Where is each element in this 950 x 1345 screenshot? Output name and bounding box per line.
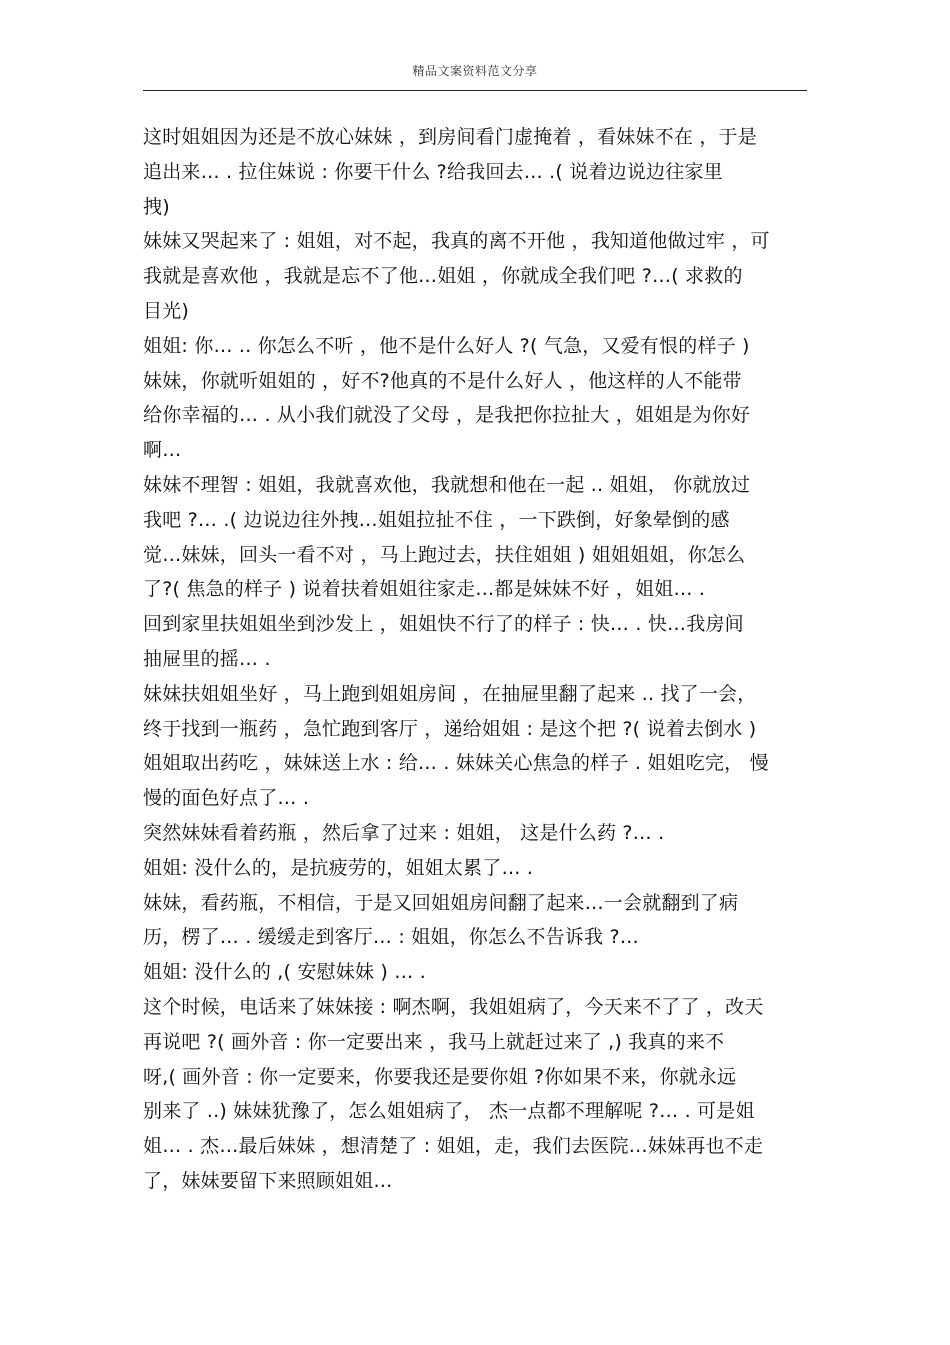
text-line: 别来了 ..) 妹妹犹豫了，怎么姐姐病了， 杰一点都不理解呢 ?… . 可是姐	[143, 1100, 755, 1123]
text-line: 追出来… . 拉住妹说 : 你要干什么 ?给我回去… .( 说着边说边往家里	[143, 160, 723, 183]
text-line: 终于找到一瓶药 ，急忙跑到客厅 ，递给姐姐 : 是这个把 ?( 说着去倒水 )	[143, 717, 757, 740]
text-line: 姐… . 杰…最后妹妹 ，想清楚了 : 姐姐，走，我们去医院…妹妹再也不走	[143, 1135, 764, 1158]
text-line: 了?( 焦急的样子 ) 说着扶着姐姐往家走…都是妹妹不好 ，姐姐… .	[143, 578, 706, 601]
text-line: 妹妹不理智 : 姐姐，我就喜欢他，我就想和他在一起 .. 姐姐， 你就放过	[143, 473, 751, 496]
document-body	[143, 120, 809, 1199]
text-line: 了，妹妹要留下来照顾姐姐…	[143, 1169, 393, 1192]
text-line: 回到家里扶姐姐坐到沙发上 ，姐姐快不行了的样子 : 快… . 快…我房间	[143, 613, 744, 636]
text-line: 姐姐: 你… .. 你怎么不听 ，他不是什么好人 ?( 气急，又爱有恨的样子 )	[143, 334, 750, 357]
text-line: 妹妹扶姐姐坐好 ，马上跑到姐姐房间 ，在抽屉里翻了起来 .. 找了一会，	[143, 682, 757, 705]
text-line: 我吧 ?… .( 边说边往外拽…姐姐拉扯不住 ，一下跌倒，好象晕倒的感	[143, 508, 730, 531]
text-line: 目光)	[143, 299, 190, 322]
text-line: 我就是喜欢他 ，我就是忘不了他…姐姐 ，你就成全我们吧 ?…( 求救的	[143, 265, 743, 288]
text-line: 妹妹又哭起来了 : 姐姐，对不起，我真的离不开他 ，我知道他做过牢 ，可	[143, 230, 770, 253]
text-line: 妹妹，看药瓶，不相信，于是又回姐姐房间翻了起来…一会就翻到了病	[143, 891, 739, 914]
page-header: 精品文案资料范文分享	[412, 64, 538, 78]
text-line: 再说吧 ?( 画外音 : 你一定要出来 ，我马上就赶过来了 ,) 我真的来不	[143, 1030, 725, 1053]
text-line: 拽)	[143, 195, 170, 218]
text-line: 觉…妹妹，回头一看不对 ，马上跑过去，扶住姐姐 ) 姐姐姐姐，你怎么	[143, 543, 746, 566]
text-line: 妹妹，你就听姐姐的 ，好不?他真的不是什么好人 ，他这样的人不能带	[143, 369, 742, 392]
text-line: 慢的面色好点了… .	[143, 787, 310, 810]
text-line: 姐姐: 没什么的，是抗疲劳的，姐姐太累了… .	[143, 856, 534, 879]
text-line: 历，楞了… . 缓缓走到客厅… : 姐姐，你怎么不告诉我 ?…	[143, 926, 639, 949]
text-line: 姐姐取出药吃 ，妹妹送上水 : 给… . 妹妹关心焦急的样子 . 姐姐吃完， 慢	[143, 752, 769, 775]
text-line: 啊…	[143, 439, 182, 462]
text-line: 姐姐: 没什么的 ,( 安慰妹妹 ) … .	[143, 961, 426, 984]
text-line: 抽屉里的摇… .	[143, 647, 271, 670]
text-line: 呀,( 画外音 : 你一定要来，你要我还是要你姐 ?你如果不来，你就永远	[143, 1065, 737, 1088]
text-line: 突然妹妹看着药瓶 ，然后拿了过来 : 姐姐， 这是什么药 ?… .	[143, 821, 665, 844]
text-line: 这个时候，电话来了妹妹接 : 啊杰啊，我姐姐病了，今天来不了了 ，改天	[143, 995, 764, 1018]
text-line: 给你幸福的… . 从小我们就没了父母 ，是我把你拉扯大 ，姐姐是为你好	[143, 404, 751, 427]
header-divider	[143, 90, 807, 91]
text-line: 这时姐姐因为还是不放心妹妹 ，到房间看门虚掩着 ，看妹妹不在 ，于是	[143, 126, 757, 148]
